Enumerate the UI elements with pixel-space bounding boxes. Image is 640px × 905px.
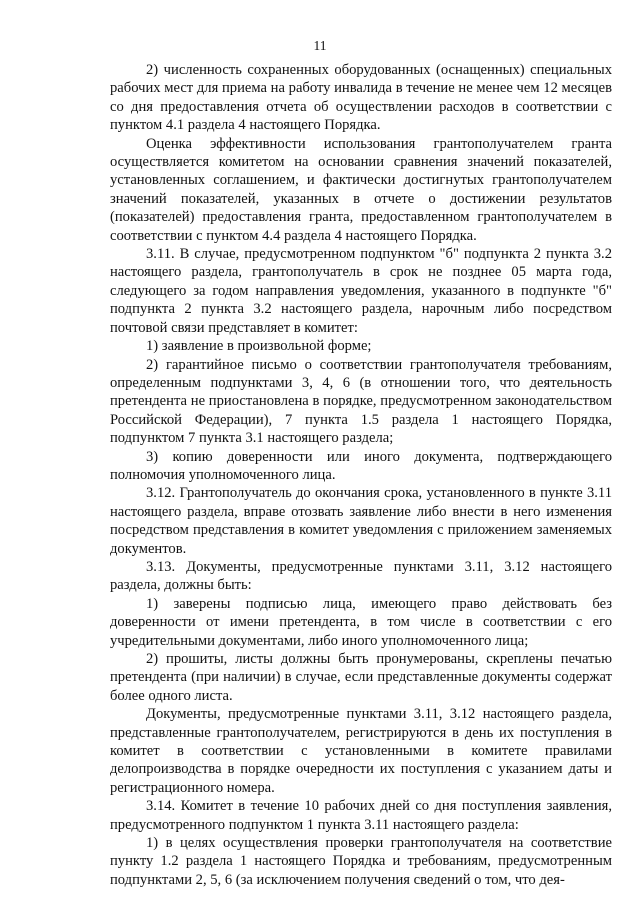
paragraph-2-employee-workplaces: 2) численность сохраненных оборудованных (оснащенных) специальных рабочих мест для приема на работу инвалида в течение не менее чем 12 месяцев со дня предоставления отчета об осуществлении расходов в соответствии с пунктом 4.1 раздела 4 настоящего Порядка. — [110, 62, 612, 134]
document-body — [110, 61, 612, 889]
paragraph-documents-registration: Документы, предусмотренные пунктами 3.11, 3.12 настоящего раздела, представленные грантополучателем, регистрируются в день их поступления в комитет в соответствии с установленными в комитете правилами делопроизводства в порядке очередности их поступления с указанием даты и регистрационного номера. — [110, 706, 612, 796]
paragraph-3-14-item-1: 1) в целях осуществления проверки грантополучателя на соответствие пункту 1.2 раздела 1 настоящего Порядка и требованиям, предусмотренным подпунктами 2, 5, 6 (за исключением получения сведений о том, что дея- — [110, 835, 612, 888]
page-number: 11 — [313, 38, 327, 53]
paragraph-3-11-item-2: 2) гарантийное письмо о соответствии грантополучателя требованиям, определенным подпунктами 3, 4, 6 (в отношении того, что деятельность претендента не приостановлена в порядке, предусмотренном законодательством Российской Федерации), 7 пункта 1.5 раздела 1 настоящего Порядка, подпунктом 7 пункта 3.1 настоящего раздела; — [110, 356, 612, 447]
paragraph-efficiency-assessment: Оценка эффективности использования грантополучателем гранта осуществляется комитетом на основании сравнения значений показателей, установленных соглашением, и фактически достигнутых грантополучателем значений показателей, указанных в отчете о достижении результатов (показателей) предоставления гранта, предоставленном грантополучателем в соответствии с пунктом 4.4 раздела 4 настоящего Порядка. — [110, 135, 612, 244]
paragraph-3-13-item-1: 1) заверены подписью лица, имеющего право действовать без доверенности от имени претендента, в том числе в соответствии с его учредительными документами, либо иного уполномоченного лица; — [110, 595, 612, 649]
paragraph-3-12: 3.12. Грантополучатель до окончания срока, установленного в пункте 3.11 настоящего раздела, вправе отозвать заявление либо внести в него изменения посредством представления в комитет уведомления с приложением заменяемых документов. — [110, 485, 612, 557]
paragraph-3-11: 3.11. В случае, предусмотренном подпунктом "б" подпункта 2 пункта 3.2 настоящего раздела, грантополучатель в срок не позднее 05 марта года, следующего за годом направления уведомления, указанного в подпункте "б" подпункта 2 пункта 3.2 настоящего раздела, нарочным либо посредством почтовой связи представляет в комитет: — [110, 246, 612, 336]
paragraph-3-14: 3.14. Комитет в течение 10 рабочих дней со дня поступления заявления, предусмотренного подпунктом 1 пункта 3.11 настоящего раздела: — [110, 798, 612, 833]
paragraph-3-13: 3.13. Документы, предусмотренные пунктами 3.11, 3.12 настоящего раздела, должны быть: — [110, 558, 612, 594]
paragraph-3-13-item-2: 2) прошиты, листы должны быть пронумерованы, скреплены печатью претендента (при наличии) в случае, если представленные документы содержат более одного листа. — [110, 651, 612, 704]
paragraph-3-11-item-1: 1) заявление в произвольной форме; — [146, 338, 372, 355]
paragraph-3-11-item-3: 3) копию доверенности или иного документа, подтверждающего полномочия уполномоченного лица. — [110, 448, 612, 483]
